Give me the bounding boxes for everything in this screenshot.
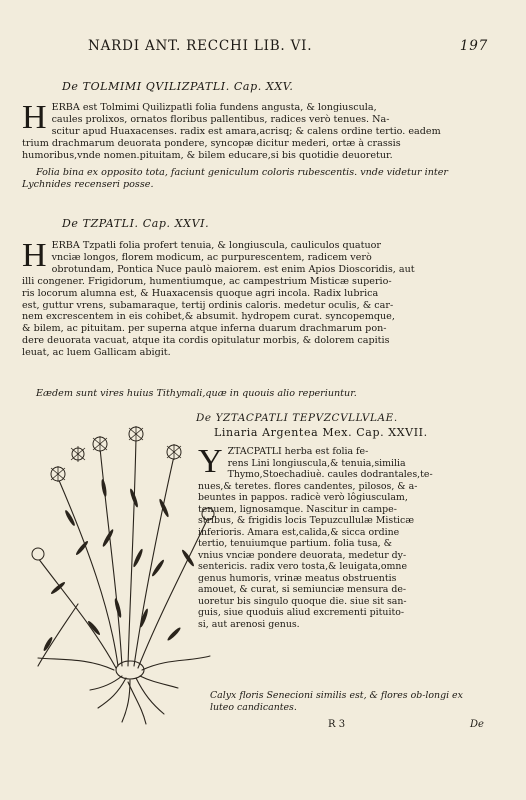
section-paragraph [198,443,498,630]
signature-mark: R 3 [328,719,346,730]
text-line: rens Lini longiuscula,& tenuia,similia [227,457,406,469]
text-line: scitur apud Huaxacenses. radix est amara,acrisq; & calens ordine tertio. eadem [51,125,441,137]
text-line: beuntes in pappos. radicè verò lôgiusculam, [198,492,408,503]
text-line: uoretur bis singulo quoque die. siue sit san- [198,595,407,607]
text-line: inferioris. Amara est,calida,& sicca ordine [198,526,400,538]
text-line: leuat, ac luem Gallicam abigit. [22,347,171,359]
text-line: stribus, & frigidis locis Tepuzcullulæ Misticæ [198,515,415,526]
text-line: nem excrescentem in eis cohibet,& absumit. hydropem curat. syncopemque, [22,311,395,323]
text-line: tenuem, lignosamque. Nascitur in campe- [198,503,397,515]
text-line: Thymo,Stoechadiuè. caules dodrantales,te- [227,469,433,480]
text-line: obrotundam, Pontica Nuce paulò maiorem. est enim Apios Dioscoridis, aut [51,263,415,275]
page-number: 197 [459,38,488,54]
text-line: ERBA Tzpatli folia profert tenuia, & longiuscula, cauliculos quatuor [51,240,381,251]
text-line: & bilem, ac pituitam. per superna atque inferna duarum drachmarum pon- [22,323,387,335]
text-line: humoribus,vnde nomen.pituitam, & bilem educare,si bis quotidie deuoretur. [22,149,393,161]
drop-capital: H [22,99,47,136]
section-heading: De YZTACPATLI TEPVZCVLLVLAE. [196,412,398,424]
text-line: ris locorum alumna est, & Huaxacensis quoque agri incola. Radix lubrica [22,287,379,299]
section-paragraph [22,99,502,162]
text-line: nues,& teretes. flores candentes, pilosos, & a- [198,480,418,492]
drop-capital: H [22,237,47,274]
text-line: trium drachmarum deuorata pondere, syncopæ dicitur mederi, ortæ à crassis [22,137,401,149]
section-heading: De TOLMIMI QVILIZPATLI. Cap. XXV. [62,80,294,93]
text-line: sentericis. radix vero tosta,& leuigata,omne [198,561,408,572]
text-line: est, guttur vrens, subamaraque, tertij ordinis caloris. medetur oculis, & car- [22,299,394,311]
text-line: illi congener. Frigidorum, humentiumque, ac campestrium Misticæ superio- [22,275,392,287]
section-subheading: Linaria Argentea Mex. Cap. XXVII. [214,426,428,439]
text-line: vnciæ longos, florem modicum, ac purpurescentem, radicem verò [51,251,372,263]
section-note: Folia bina ex opposito tota, faciunt geniculum coloris rubescentis. vnde videtur inter Lychnides recenseri posse. [22,167,449,190]
text-line: dere deuorata vacuat, atque ita cordis opitulatur morbis, & dolorem capitis [22,335,390,347]
drop-capital: Y [198,443,223,480]
running-header [88,38,488,54]
text-line: guis, siue quoduis aliud excrementi pituito- [198,607,405,618]
section-note: Eædem sunt vires huius Tithymali,quæ in quouis alio reperiuntur. [36,388,357,399]
text-line: ZTACPATLI herba est folia fe- [227,446,369,457]
text-line: genus humoris, vrinæ meatus obstruentis [198,572,397,584]
text-line: si, aut arenosi genus. [198,618,300,630]
section-paragraph [22,237,502,359]
section-note: Calyx floris Senecioni similis est, & flores ob-longi ex luteo candicantes. [210,690,463,713]
text-line: amouet, & curat, si semiunciæ mensura de- [198,584,407,595]
catchword: De [470,719,484,730]
running-title: NARDI ANT. RECCHI LIB. VI. [88,38,313,54]
text-line: caules prolixos, ornatos floribus pallentibus, radices verò tenues. Na- [51,113,390,125]
text-line: vnius vnciæ pondere deuorata, medetur dy- [198,549,407,561]
plant-woodcut-illustration [18,408,228,728]
text-line: tertio, tenuiumque partium. folia tusa, & [198,538,392,549]
text-line: ERBA est Tolmimi Quilizpatli folia fundens angusta, & longiuscula, [51,102,377,113]
section-heading: De TZPATLI. Cap. XXVI. [62,217,210,230]
